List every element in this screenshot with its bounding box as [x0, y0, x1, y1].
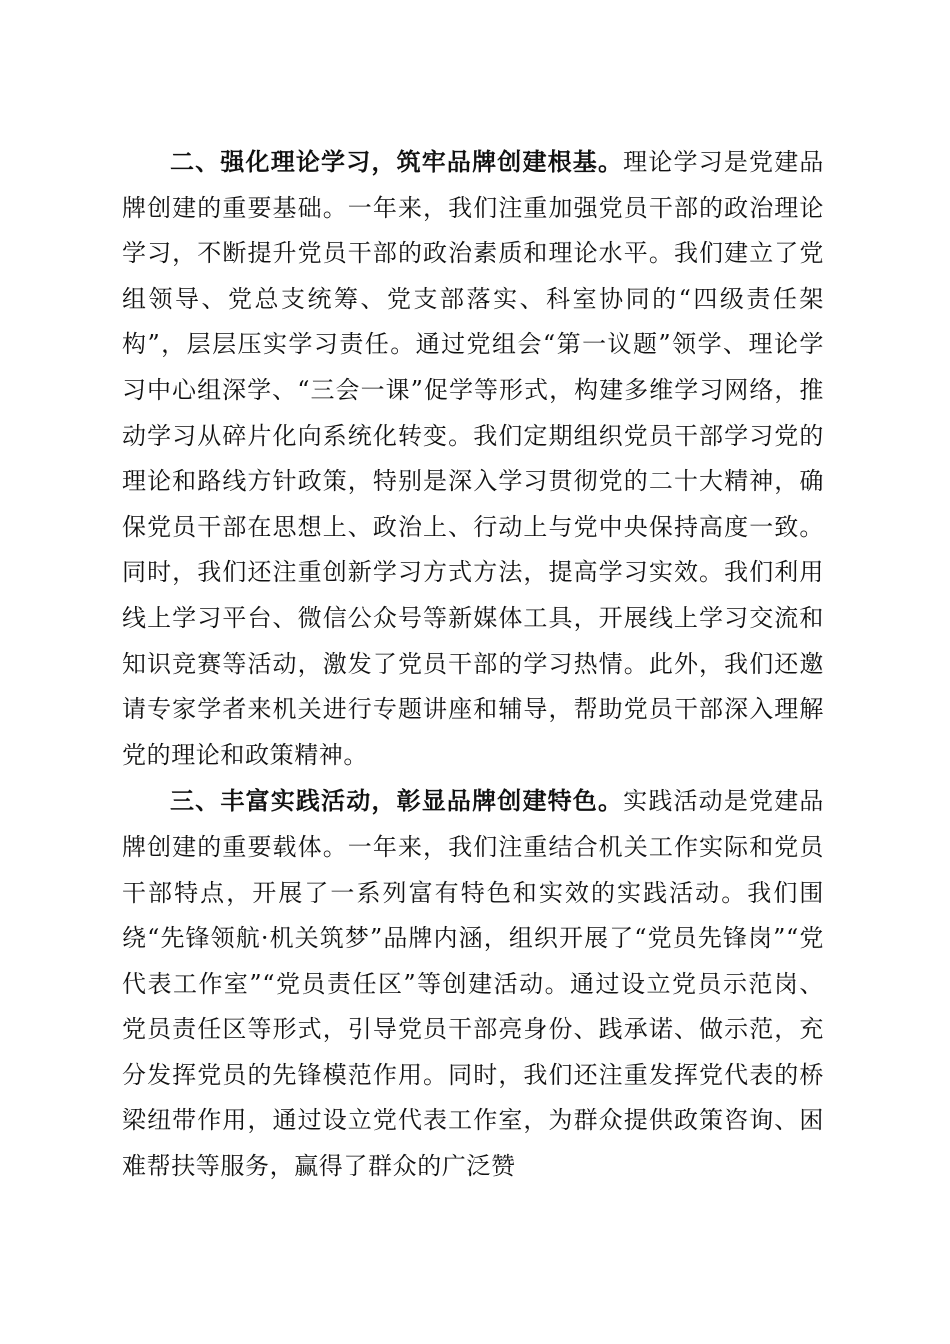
paragraph-heading: 三、丰富实践活动，彰显品牌创建特色。	[170, 786, 624, 816]
paragraph-practice-activities	[122, 778, 824, 1189]
paragraph-text: 理论学习是党建品牌创建的重要基础。一年来，我们注重加强党员干部的政治理论学习，不断提升党员干部的政治素质和理论水平。我们建立了党组领导、党总支统筹、党支部落实、科室协同的“四级责任架构”，层层压实学习责任。通过党组会“第一议题”领学、理论学习中心组深学、“三会一课”促学等形式，构建多维学习网络，推动学习从碎片化向系统化转变。我们定期组织党员干部学习党的理论和路线方针政策，特别是深入学习贯彻党的二十大精神，确保党员干部在思想上、政治上、行动上与党中央保持高度一致。同时，我们还注重创新学习方式方法，提高学习实效。我们利用线上学习平台、微信公众号等新媒体工具，开展线上学习交流和知识竞赛等活动，激发了党员干部的学习热情。此外，我们还邀请专家学者来机关进行专题讲座和辅导，帮助党员干部深入理解党的理论和政策精神。	[122, 148, 824, 769]
paragraph-theory-study	[122, 139, 824, 778]
paragraph-text: 实践活动是党建品牌创建的重要载体。一年来，我们注重结合机关工作实际和党员干部特点，开展了一系列富有特色和实效的实践活动。我们围绕“先锋领航·机关筑梦”品牌内涵，组织开展了“党员先锋岗”“党代表工作室”“党员责任区”等创建活动。通过设立党员示范岗、党员责任区等形式，引导党员干部亮身份、践承诺、做示范，充分发挥党员的先锋模范作用。同时，我们还注重发挥党代表的桥梁纽带作用，通过设立党代表工作室，为群众提供政策咨询、困难帮扶等服务，赢得了群众的广泛赞	[122, 787, 824, 1181]
document-body	[122, 139, 824, 1190]
paragraph-heading: 二、强化理论学习，筑牢品牌创建根基。	[170, 147, 624, 176]
